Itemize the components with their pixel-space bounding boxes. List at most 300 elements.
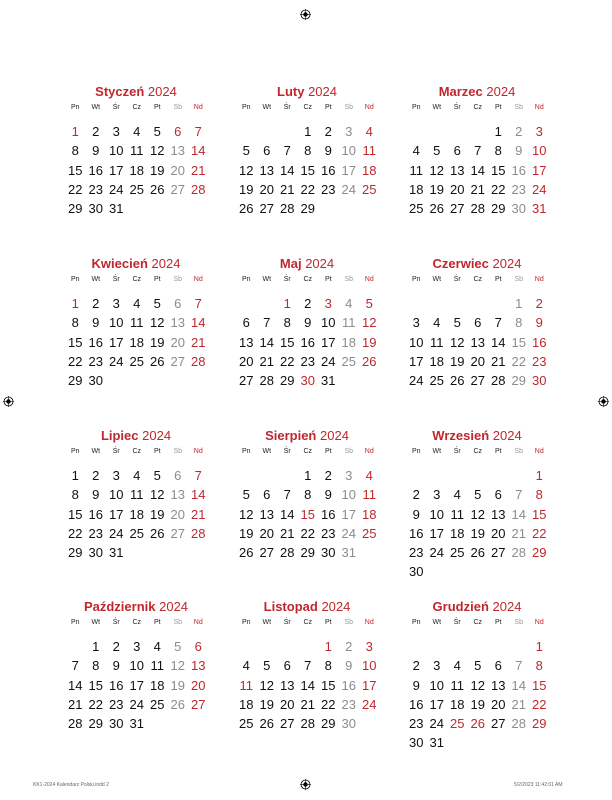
month-name: Listopad xyxy=(263,599,318,614)
day-cell: 12 xyxy=(239,162,254,178)
day-cell: 6 xyxy=(194,639,202,654)
day-cell: 25 xyxy=(409,201,424,217)
day-cell: 6 xyxy=(263,143,271,159)
day-cell: 30 xyxy=(511,201,526,217)
empty-cell xyxy=(468,466,489,485)
day-cell: 5 xyxy=(242,487,250,503)
day-cell: 10 xyxy=(341,143,356,159)
day-cell: 30 xyxy=(341,716,356,732)
empty-cell xyxy=(488,466,509,485)
day-cell: 24 xyxy=(532,181,547,197)
day-cell: 18 xyxy=(409,181,424,197)
day-cell: 27 xyxy=(491,545,506,561)
weekday-header: Sb xyxy=(514,619,524,626)
weekday-header: Pt xyxy=(494,104,502,111)
day-cell: 15 xyxy=(300,506,315,522)
month-november xyxy=(236,599,378,733)
weekday-header: Cz xyxy=(303,448,313,455)
weekday-header: Nd xyxy=(364,276,374,283)
day-cell: 13 xyxy=(191,658,206,674)
day-cell: 8 xyxy=(71,315,79,331)
day-cell: 11 xyxy=(130,143,144,159)
day-cell: 14 xyxy=(511,677,526,693)
weekday-header: Pt xyxy=(153,619,161,626)
day-cell: 26 xyxy=(429,201,444,217)
day-cell: 2 xyxy=(412,487,420,503)
month-february xyxy=(236,84,378,218)
day-cell: 2 xyxy=(324,468,332,483)
day-cell: 12 xyxy=(362,315,377,331)
day-cell: 19 xyxy=(470,696,485,712)
registration-mark-bottom-icon xyxy=(300,779,311,790)
day-cell: 27 xyxy=(470,373,485,389)
day-cell: 24 xyxy=(341,181,356,197)
empty-cell xyxy=(277,122,298,141)
day-cell: 28 xyxy=(300,716,315,732)
day-cell: 4 xyxy=(242,658,250,674)
day-cell: 1 xyxy=(71,296,79,311)
day-cell: 9 xyxy=(324,143,332,159)
day-cell: 14 xyxy=(300,677,315,693)
weekday-header: Pn xyxy=(70,448,80,455)
month-title xyxy=(406,84,548,100)
weekday-header: Cz xyxy=(303,276,313,283)
month-year: 2024 xyxy=(492,256,522,271)
day-cell: 13 xyxy=(450,162,465,178)
day-cell: 16 xyxy=(511,162,526,178)
empty-cell xyxy=(236,466,257,485)
month-title xyxy=(236,256,378,272)
weekday-header: Nd xyxy=(193,276,203,283)
month-title xyxy=(406,256,548,272)
day-cell: 26 xyxy=(150,525,165,541)
day-cell: 31 xyxy=(429,735,444,751)
weekday-header: Cz xyxy=(473,619,483,626)
day-cell: 3 xyxy=(433,658,441,674)
day-cell: 14 xyxy=(280,162,295,178)
day-cell: 10 xyxy=(362,658,377,674)
month-grid xyxy=(406,618,548,753)
empty-cell xyxy=(257,466,278,485)
day-cell: 26 xyxy=(150,181,165,197)
day-cell: 3 xyxy=(345,124,353,139)
day-cell: 27 xyxy=(491,716,506,732)
day-cell: 16 xyxy=(321,162,336,178)
weekday-header: Śr xyxy=(112,619,120,626)
day-cell: 28 xyxy=(470,201,485,217)
day-cell: 19 xyxy=(470,525,485,541)
weekday-header: Nd xyxy=(534,276,544,283)
day-cell: 27 xyxy=(191,696,206,712)
day-cell: 14 xyxy=(491,334,506,350)
day-cell: 11 xyxy=(430,334,444,350)
day-cell: 24 xyxy=(429,716,444,732)
day-cell: 30 xyxy=(88,201,103,217)
empty-cell xyxy=(488,294,509,313)
weekday-header: Sb xyxy=(344,104,354,111)
month-grid xyxy=(65,447,207,562)
month-name: Lipiec xyxy=(100,428,139,443)
day-cell: 19 xyxy=(450,353,465,369)
day-cell: 9 xyxy=(412,677,420,693)
day-cell: 21 xyxy=(191,506,206,522)
empty-cell xyxy=(427,466,448,485)
day-cell: 22 xyxy=(532,525,547,541)
month-name: Czerwiec xyxy=(432,256,489,271)
day-cell: 15 xyxy=(88,677,103,693)
day-cell: 8 xyxy=(92,658,100,674)
day-cell: 17 xyxy=(129,677,144,693)
day-cell: 1 xyxy=(494,124,502,139)
month-year: 2024 xyxy=(320,428,349,443)
month-name: Sierpień xyxy=(265,428,317,443)
day-cell: 10 xyxy=(409,334,424,350)
weekday-header: Śr xyxy=(453,276,461,283)
day-cell: 14 xyxy=(280,506,295,522)
day-cell: 30 xyxy=(109,716,124,732)
weekday-header: Śr xyxy=(453,448,461,455)
day-cell: 30 xyxy=(409,564,424,580)
day-cell: 17 xyxy=(321,334,336,350)
day-cell: 5 xyxy=(474,487,482,503)
day-cell: 8 xyxy=(304,487,312,503)
day-cell: 17 xyxy=(341,506,356,522)
day-cell: 16 xyxy=(300,334,315,350)
day-cell: 26 xyxy=(239,545,254,561)
day-cell: 24 xyxy=(129,696,144,712)
day-cell: 13 xyxy=(259,162,274,178)
day-cell: 12 xyxy=(429,162,444,178)
empty-cell xyxy=(427,122,448,141)
month-grid xyxy=(236,275,378,390)
weekday-header: Sb xyxy=(173,104,183,111)
weekday-header: Wt xyxy=(91,448,101,455)
day-cell: 21 xyxy=(511,525,526,541)
day-cell: 12 xyxy=(150,143,165,159)
weekday-header: Pt xyxy=(153,276,161,283)
day-cell: 2 xyxy=(412,658,420,674)
day-cell: 7 xyxy=(263,315,271,331)
day-cell: 28 xyxy=(191,353,206,369)
day-cell: 31 xyxy=(109,545,124,561)
day-cell: 1 xyxy=(304,124,312,139)
weekday-header: Wt xyxy=(91,104,101,111)
day-cell: 23 xyxy=(300,353,315,369)
day-cell: 30 xyxy=(409,735,424,751)
day-cell: 12 xyxy=(450,334,465,350)
day-cell: 13 xyxy=(170,315,185,331)
day-cell: 6 xyxy=(494,487,502,503)
day-cell: 25 xyxy=(362,525,377,541)
day-cell: 18 xyxy=(450,696,465,712)
day-cell: 6 xyxy=(174,296,182,311)
weekday-header: Nd xyxy=(534,619,544,626)
weekday-header: Śr xyxy=(112,104,120,111)
day-cell: 5 xyxy=(153,296,161,311)
day-cell: 9 xyxy=(304,315,312,331)
day-cell: 2 xyxy=(345,639,353,654)
day-cell: 22 xyxy=(88,696,103,712)
day-cell: 26 xyxy=(450,373,465,389)
day-cell: 13 xyxy=(259,506,274,522)
day-cell: 7 xyxy=(283,487,291,503)
day-cell: 22 xyxy=(321,696,336,712)
month-year: 2024 xyxy=(492,599,522,614)
registration-mark-right-icon xyxy=(598,396,609,407)
day-cell: 23 xyxy=(88,525,103,541)
weekday-header: Wt xyxy=(91,619,101,626)
day-cell: 20 xyxy=(259,181,274,197)
day-cell: 27 xyxy=(280,716,295,732)
day-cell: 5 xyxy=(433,143,441,159)
month-title xyxy=(236,599,378,615)
month-year: 2024 xyxy=(151,256,181,271)
day-cell: 20 xyxy=(491,696,506,712)
day-cell: 14 xyxy=(68,677,83,693)
empty-cell xyxy=(257,637,278,656)
weekday-header: Pn xyxy=(241,276,251,283)
day-cell: 8 xyxy=(494,143,502,159)
day-cell: 13 xyxy=(491,506,506,522)
weekday-header: Pt xyxy=(324,104,332,111)
empty-cell xyxy=(447,294,468,313)
day-cell: 3 xyxy=(365,639,373,654)
weekday-header: Śr xyxy=(453,104,461,111)
weekday-header: Nd xyxy=(364,448,374,455)
weekday-header: Wt xyxy=(262,276,272,283)
day-cell: 9 xyxy=(535,315,543,331)
day-cell: 5 xyxy=(153,468,161,483)
day-cell: 23 xyxy=(409,716,424,732)
day-cell: 10 xyxy=(109,143,124,159)
day-cell: 8 xyxy=(324,658,332,674)
day-cell: 29 xyxy=(68,373,83,389)
day-cell: 4 xyxy=(345,296,353,311)
month-year: 2024 xyxy=(305,256,335,271)
day-cell: 9 xyxy=(324,487,332,503)
day-cell: 12 xyxy=(259,677,274,693)
day-cell: 13 xyxy=(170,487,185,503)
day-cell: 20 xyxy=(280,696,295,712)
day-cell: 5 xyxy=(365,296,373,311)
day-cell: 6 xyxy=(263,487,271,503)
day-cell: 15 xyxy=(68,506,83,522)
day-cell: 24 xyxy=(409,373,424,389)
month-name: Wrzesień xyxy=(432,428,490,443)
day-cell: 23 xyxy=(409,545,424,561)
month-title xyxy=(236,428,378,444)
day-cell: 25 xyxy=(341,353,356,369)
day-cell: 23 xyxy=(341,696,356,712)
day-cell: 27 xyxy=(170,525,185,541)
day-cell: 16 xyxy=(409,525,424,541)
day-cell: 18 xyxy=(239,696,254,712)
day-cell: 31 xyxy=(532,201,547,217)
day-cell: 15 xyxy=(68,162,83,178)
day-cell: 1 xyxy=(324,639,332,654)
day-cell: 11 xyxy=(362,143,376,159)
day-cell: 15 xyxy=(491,162,506,178)
day-cell: 26 xyxy=(362,353,377,369)
empty-cell xyxy=(236,294,257,313)
day-cell: 31 xyxy=(321,373,336,389)
day-cell: 4 xyxy=(153,639,161,654)
weekday-header: Pt xyxy=(494,276,502,283)
day-cell: 3 xyxy=(112,296,120,311)
day-cell: 26 xyxy=(470,545,485,561)
empty-cell xyxy=(488,637,509,656)
weekday-header: Wt xyxy=(262,619,272,626)
day-cell: 15 xyxy=(300,162,315,178)
weekday-header: Pn xyxy=(70,104,80,111)
day-cell: 25 xyxy=(239,716,254,732)
month-name: Luty xyxy=(277,84,305,99)
day-cell: 13 xyxy=(491,677,506,693)
month-july xyxy=(65,428,207,562)
day-cell: 25 xyxy=(362,181,377,197)
day-cell: 8 xyxy=(304,143,312,159)
weekday-header: Nd xyxy=(534,104,544,111)
day-cell: 14 xyxy=(191,143,206,159)
day-cell: 18 xyxy=(129,162,144,178)
day-cell: 22 xyxy=(280,353,295,369)
month-title xyxy=(65,599,207,615)
day-cell: 25 xyxy=(450,545,465,561)
weekday-header: Pt xyxy=(324,276,332,283)
day-cell: 16 xyxy=(532,334,547,350)
month-grid xyxy=(236,103,378,218)
day-cell: 28 xyxy=(491,373,506,389)
month-year: 2024 xyxy=(321,599,351,614)
day-cell: 29 xyxy=(300,201,315,217)
day-cell: 23 xyxy=(532,353,547,369)
day-cell: 19 xyxy=(150,334,165,350)
day-cell: 3 xyxy=(133,639,141,654)
weekday-header: Sb xyxy=(344,276,354,283)
footer-timestamp: 5/2/2023 11:42:01 AM xyxy=(514,782,563,788)
day-cell: 3 xyxy=(433,487,441,503)
day-cell: 11 xyxy=(450,677,464,693)
month-april xyxy=(65,256,207,390)
weekday-header: Cz xyxy=(132,448,142,455)
day-cell: 30 xyxy=(88,545,103,561)
weekday-header: Śr xyxy=(283,448,291,455)
day-cell: 28 xyxy=(191,525,206,541)
day-cell: 17 xyxy=(341,162,356,178)
weekday-header: Pn xyxy=(411,276,421,283)
empty-cell xyxy=(447,637,468,656)
day-cell: 17 xyxy=(362,677,377,693)
day-cell: 27 xyxy=(170,353,185,369)
month-grid xyxy=(65,103,207,218)
day-cell: 11 xyxy=(450,506,464,522)
day-cell: 11 xyxy=(130,315,144,331)
day-cell: 23 xyxy=(321,181,336,197)
day-cell: 2 xyxy=(535,296,543,311)
weekday-header: Pn xyxy=(411,104,421,111)
day-cell: 5 xyxy=(474,658,482,674)
day-cell: 10 xyxy=(341,487,356,503)
day-cell: 7 xyxy=(194,124,202,139)
day-cell: 21 xyxy=(191,334,206,350)
day-cell: 5 xyxy=(174,639,182,654)
month-year: 2024 xyxy=(142,428,172,443)
day-cell: 21 xyxy=(491,353,506,369)
weekday-header: Sb xyxy=(173,448,183,455)
day-cell: 1 xyxy=(283,296,291,311)
weekday-header: Cz xyxy=(132,104,142,111)
day-cell: 8 xyxy=(71,487,79,503)
weekday-header: Pt xyxy=(324,448,332,455)
month-name: Marzec xyxy=(438,84,483,99)
day-cell: 17 xyxy=(409,353,424,369)
day-cell: 14 xyxy=(191,315,206,331)
day-cell: 15 xyxy=(532,506,547,522)
day-cell: 10 xyxy=(321,315,336,331)
day-cell: 3 xyxy=(412,315,420,331)
day-cell: 11 xyxy=(409,162,423,178)
day-cell: 14 xyxy=(259,334,274,350)
day-cell: 20 xyxy=(239,353,254,369)
day-cell: 21 xyxy=(280,181,295,197)
day-cell: 7 xyxy=(194,296,202,311)
day-cell: 25 xyxy=(129,525,144,541)
weekday-header: Cz xyxy=(473,104,483,111)
day-cell: 17 xyxy=(429,696,444,712)
day-cell: 21 xyxy=(68,696,83,712)
empty-cell xyxy=(447,122,468,141)
day-cell: 7 xyxy=(515,487,523,503)
weekday-header: Nd xyxy=(364,619,374,626)
day-cell: 18 xyxy=(129,334,144,350)
day-cell: 19 xyxy=(239,181,254,197)
day-cell: 12 xyxy=(239,506,254,522)
weekday-header: Pn xyxy=(70,276,80,283)
day-cell: 23 xyxy=(109,696,124,712)
day-cell: 14 xyxy=(470,162,485,178)
month-october xyxy=(65,599,207,733)
empty-cell xyxy=(468,122,489,141)
month-december xyxy=(406,599,548,753)
month-title xyxy=(65,256,207,272)
day-cell: 21 xyxy=(280,525,295,541)
weekday-header: Sb xyxy=(344,619,354,626)
day-cell: 9 xyxy=(92,315,100,331)
empty-cell xyxy=(236,637,257,656)
weekday-header: Sb xyxy=(173,619,183,626)
weekday-header: Wt xyxy=(91,276,101,283)
day-cell: 20 xyxy=(450,181,465,197)
day-cell: 6 xyxy=(474,315,482,331)
day-cell: 7 xyxy=(515,658,523,674)
day-cell: 5 xyxy=(453,315,461,331)
day-cell: 1 xyxy=(92,639,100,654)
empty-cell xyxy=(257,122,278,141)
weekday-header: Wt xyxy=(262,104,272,111)
day-cell: 28 xyxy=(280,201,295,217)
day-cell: 26 xyxy=(150,353,165,369)
day-cell: 20 xyxy=(491,525,506,541)
registration-mark-left-icon xyxy=(3,396,14,407)
day-cell: 14 xyxy=(191,487,206,503)
day-cell: 20 xyxy=(470,353,485,369)
day-cell: 25 xyxy=(450,716,465,732)
month-january xyxy=(65,84,207,218)
day-cell: 4 xyxy=(453,487,461,503)
day-cell: 22 xyxy=(68,353,83,369)
day-cell: 17 xyxy=(429,525,444,541)
day-cell: 7 xyxy=(283,143,291,159)
